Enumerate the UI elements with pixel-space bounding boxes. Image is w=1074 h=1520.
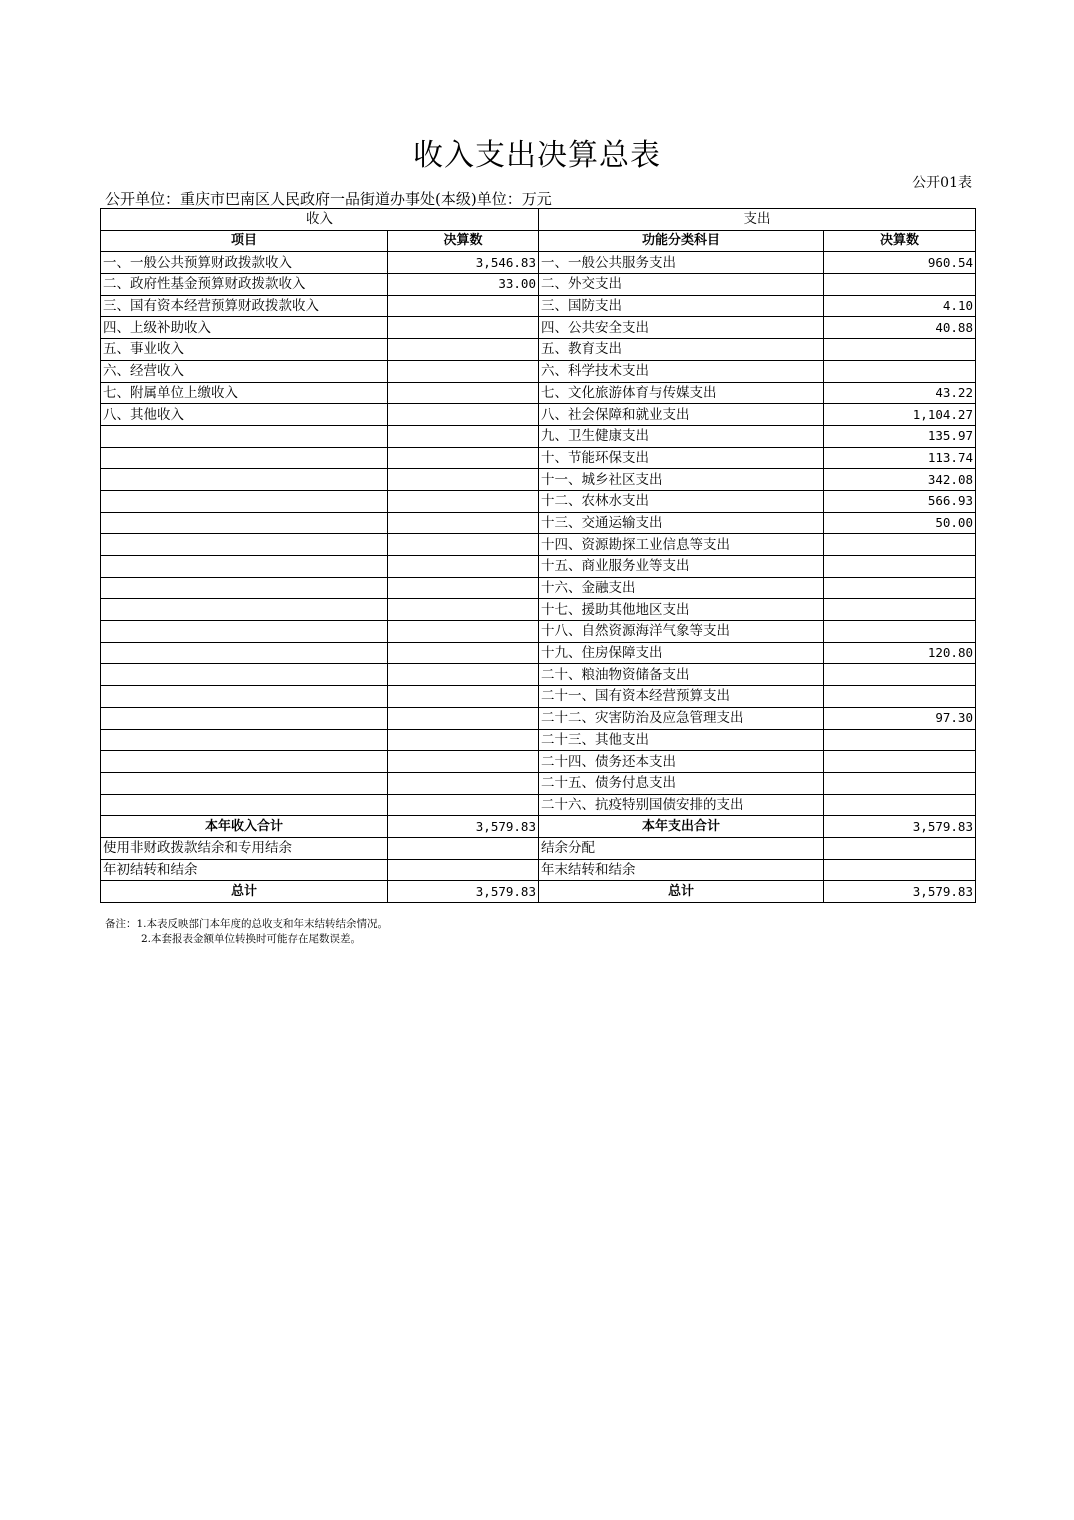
expense-item-cell: 二十四、债务还本支出 <box>539 751 824 773</box>
expense-item-cell: 二十一、国有资本经营预算支出 <box>539 686 824 708</box>
income-item-cell <box>101 729 388 751</box>
income-item-cell <box>101 794 388 816</box>
income-item-cell <box>101 664 388 686</box>
table-row <box>101 274 976 296</box>
expense-amount-cell: 50.00 <box>824 512 976 534</box>
income-item-cell <box>101 512 388 534</box>
income-amount-cell <box>388 859 539 881</box>
expense-amount-cell <box>824 599 976 621</box>
total-row <box>101 881 976 903</box>
income-item-cell <box>101 707 388 729</box>
expense-amount-cell <box>824 729 976 751</box>
expense-subtotal-label: 本年支出合计 <box>539 816 824 838</box>
income-item-cell <box>101 490 388 512</box>
table-row <box>101 859 976 881</box>
expense-amount-cell <box>824 621 976 643</box>
func-item-header: 功能分类科目 <box>539 230 824 252</box>
expense-amount-cell <box>824 859 976 881</box>
table-row <box>101 642 976 664</box>
income-item-cell <box>101 577 388 599</box>
expense-total-amount: 3,579.83 <box>824 881 976 903</box>
income-amount-cell <box>388 772 539 794</box>
income-item-cell <box>101 447 388 469</box>
unit-line: 公开单位：重庆市巴南区人民政府一品街道办事处(本级)单位：万元 <box>105 190 552 208</box>
expense-item-cell: 十四、资源勘探工业信息等支出 <box>539 534 824 556</box>
income-amount-cell <box>388 837 539 859</box>
expense-amount-cell <box>824 772 976 794</box>
expense-amount-cell: 1,104.27 <box>824 404 976 426</box>
income-amount-cell <box>388 295 539 317</box>
income-header: 收入 <box>101 209 539 231</box>
expense-amount-cell <box>824 339 976 361</box>
income-amount-cell <box>388 556 539 578</box>
income-item-cell <box>101 686 388 708</box>
expense-item-cell: 一、一般公共服务支出 <box>539 252 824 274</box>
table-row <box>101 729 976 751</box>
expense-item-cell: 结余分配 <box>539 837 824 859</box>
income-total-label: 总计 <box>101 881 388 903</box>
budget-table <box>100 208 976 903</box>
expense-amount-cell: 43.22 <box>824 382 976 404</box>
expense-item-cell: 十一、城乡社区支出 <box>539 469 824 491</box>
income-amount-cell <box>388 751 539 773</box>
table-row <box>101 577 976 599</box>
income-item-cell <box>101 425 388 447</box>
income-amount-cell <box>388 382 539 404</box>
income-amount-cell <box>388 490 539 512</box>
expense-item-cell: 五、教育支出 <box>539 339 824 361</box>
table-row <box>101 772 976 794</box>
income-item-cell <box>101 621 388 643</box>
expense-amount-cell: 97.30 <box>824 707 976 729</box>
expense-amount-cell <box>824 274 976 296</box>
note-2: 2.本套报表金额单位转换时可能存在尾数误差。 <box>141 933 362 945</box>
table-row <box>101 339 976 361</box>
income-amount-cell: 3,546.83 <box>388 252 539 274</box>
income-amount-cell: 33.00 <box>388 274 539 296</box>
page-title: 收入支出决算总表 <box>413 138 661 173</box>
income-amount-cell <box>388 729 539 751</box>
expense-total-label: 总计 <box>539 881 824 903</box>
income-amount-cell <box>388 512 539 534</box>
table-row <box>101 664 976 686</box>
amount2-header: 决算数 <box>824 230 976 252</box>
expense-amount-cell <box>824 794 976 816</box>
header-row-group <box>101 209 976 231</box>
subtotal-row <box>101 816 976 838</box>
expense-subtotal-amount: 3,579.83 <box>824 816 976 838</box>
expense-item-cell: 二十二、灾害防治及应急管理支出 <box>539 707 824 729</box>
expense-item-cell: 年末结转和结余 <box>539 859 824 881</box>
income-item-cell: 八、其他收入 <box>101 404 388 426</box>
income-item-cell <box>101 534 388 556</box>
header-row-columns <box>101 230 976 252</box>
expense-amount-cell: 120.80 <box>824 642 976 664</box>
income-amount-cell <box>388 404 539 426</box>
expense-item-cell: 十三、交通运输支出 <box>539 512 824 534</box>
expense-amount-cell: 960.54 <box>824 252 976 274</box>
income-amount-cell <box>388 360 539 382</box>
expense-item-cell: 二十、粮油物资储备支出 <box>539 664 824 686</box>
table-row <box>101 252 976 274</box>
income-item-cell <box>101 556 388 578</box>
table-row <box>101 751 976 773</box>
expense-item-cell: 九、卫生健康支出 <box>539 425 824 447</box>
table-row <box>101 295 976 317</box>
expense-item-cell: 十五、商业服务业等支出 <box>539 556 824 578</box>
expense-item-cell: 八、社会保障和就业支出 <box>539 404 824 426</box>
income-amount-cell <box>388 686 539 708</box>
income-item-cell: 年初结转和结余 <box>101 859 388 881</box>
expense-item-cell: 四、公共安全支出 <box>539 317 824 339</box>
income-item-cell: 五、事业收入 <box>101 339 388 361</box>
income-amount-cell <box>388 664 539 686</box>
expense-amount-cell <box>824 664 976 686</box>
income-item-cell <box>101 469 388 491</box>
income-item-cell: 四、上级补助收入 <box>101 317 388 339</box>
table-row <box>101 404 976 426</box>
expense-amount-cell <box>824 360 976 382</box>
table-row <box>101 360 976 382</box>
table-row <box>101 794 976 816</box>
expense-item-cell: 二十五、债务付息支出 <box>539 772 824 794</box>
income-item-cell <box>101 599 388 621</box>
income-item-cell <box>101 772 388 794</box>
expense-item-cell: 十七、援助其他地区支出 <box>539 599 824 621</box>
expense-item-cell: 十二、农林水支出 <box>539 490 824 512</box>
income-item-cell: 一、一般公共预算财政拨款收入 <box>101 252 388 274</box>
form-number: 公开01表 <box>912 175 972 191</box>
expense-item-cell: 六、科学技术支出 <box>539 360 824 382</box>
table-row <box>101 469 976 491</box>
expense-amount-cell <box>824 837 976 859</box>
income-amount-cell <box>388 425 539 447</box>
expense-amount-cell <box>824 534 976 556</box>
table-row <box>101 707 976 729</box>
note-1: 备注：1.本表反映部门本年度的总收支和年末结转结余情况。 <box>105 918 389 930</box>
expense-amount-cell <box>824 556 976 578</box>
expense-item-cell: 二十六、抗疫特别国债安排的支出 <box>539 794 824 816</box>
income-amount-cell <box>388 447 539 469</box>
income-subtotal-amount: 3,579.83 <box>388 816 539 838</box>
table-row <box>101 686 976 708</box>
table-row <box>101 425 976 447</box>
table-row <box>101 556 976 578</box>
expense-item-cell: 二、外交支出 <box>539 274 824 296</box>
table-row <box>101 621 976 643</box>
income-amount-cell <box>388 577 539 599</box>
expense-amount-cell: 113.74 <box>824 447 976 469</box>
expense-header: 支出 <box>539 209 976 231</box>
expense-amount-cell: 4.10 <box>824 295 976 317</box>
income-item-cell: 三、国有资本经营预算财政拨款收入 <box>101 295 388 317</box>
income-amount-cell <box>388 469 539 491</box>
income-amount-cell <box>388 534 539 556</box>
income-subtotal-label: 本年收入合计 <box>101 816 388 838</box>
expense-amount-cell: 135.97 <box>824 425 976 447</box>
item-header: 项目 <box>101 230 388 252</box>
expense-amount-cell <box>824 686 976 708</box>
income-amount-cell <box>388 317 539 339</box>
income-amount-cell <box>388 339 539 361</box>
income-item-cell: 六、经营收入 <box>101 360 388 382</box>
table-row <box>101 317 976 339</box>
income-amount-cell <box>388 707 539 729</box>
table-row <box>101 490 976 512</box>
amount-header: 决算数 <box>388 230 539 252</box>
income-amount-cell <box>388 794 539 816</box>
notes <box>105 917 388 947</box>
income-item-cell <box>101 751 388 773</box>
expense-amount-cell: 566.93 <box>824 490 976 512</box>
expense-amount-cell: 40.88 <box>824 317 976 339</box>
expense-item-cell: 二十三、其他支出 <box>539 729 824 751</box>
table-row <box>101 382 976 404</box>
table-row <box>101 837 976 859</box>
income-item-cell: 二、政府性基金预算财政拨款收入 <box>101 274 388 296</box>
table-row <box>101 447 976 469</box>
expense-item-cell: 十六、金融支出 <box>539 577 824 599</box>
income-amount-cell <box>388 599 539 621</box>
expense-amount-cell <box>824 751 976 773</box>
income-amount-cell <box>388 621 539 643</box>
expense-amount-cell: 342.08 <box>824 469 976 491</box>
expense-item-cell: 十八、自然资源海洋气象等支出 <box>539 621 824 643</box>
expense-item-cell: 十、节能环保支出 <box>539 447 824 469</box>
expense-item-cell: 三、国防支出 <box>539 295 824 317</box>
table-row <box>101 599 976 621</box>
expense-amount-cell <box>824 577 976 599</box>
income-item-cell <box>101 642 388 664</box>
income-amount-cell <box>388 642 539 664</box>
table-row <box>101 534 976 556</box>
income-total-amount: 3,579.83 <box>388 881 539 903</box>
table-row <box>101 512 976 534</box>
expense-item-cell: 十九、住房保障支出 <box>539 642 824 664</box>
income-item-cell: 七、附属单位上缴收入 <box>101 382 388 404</box>
income-item-cell: 使用非财政拨款结余和专用结余 <box>101 837 388 859</box>
expense-item-cell: 七、文化旅游体育与传媒支出 <box>539 382 824 404</box>
